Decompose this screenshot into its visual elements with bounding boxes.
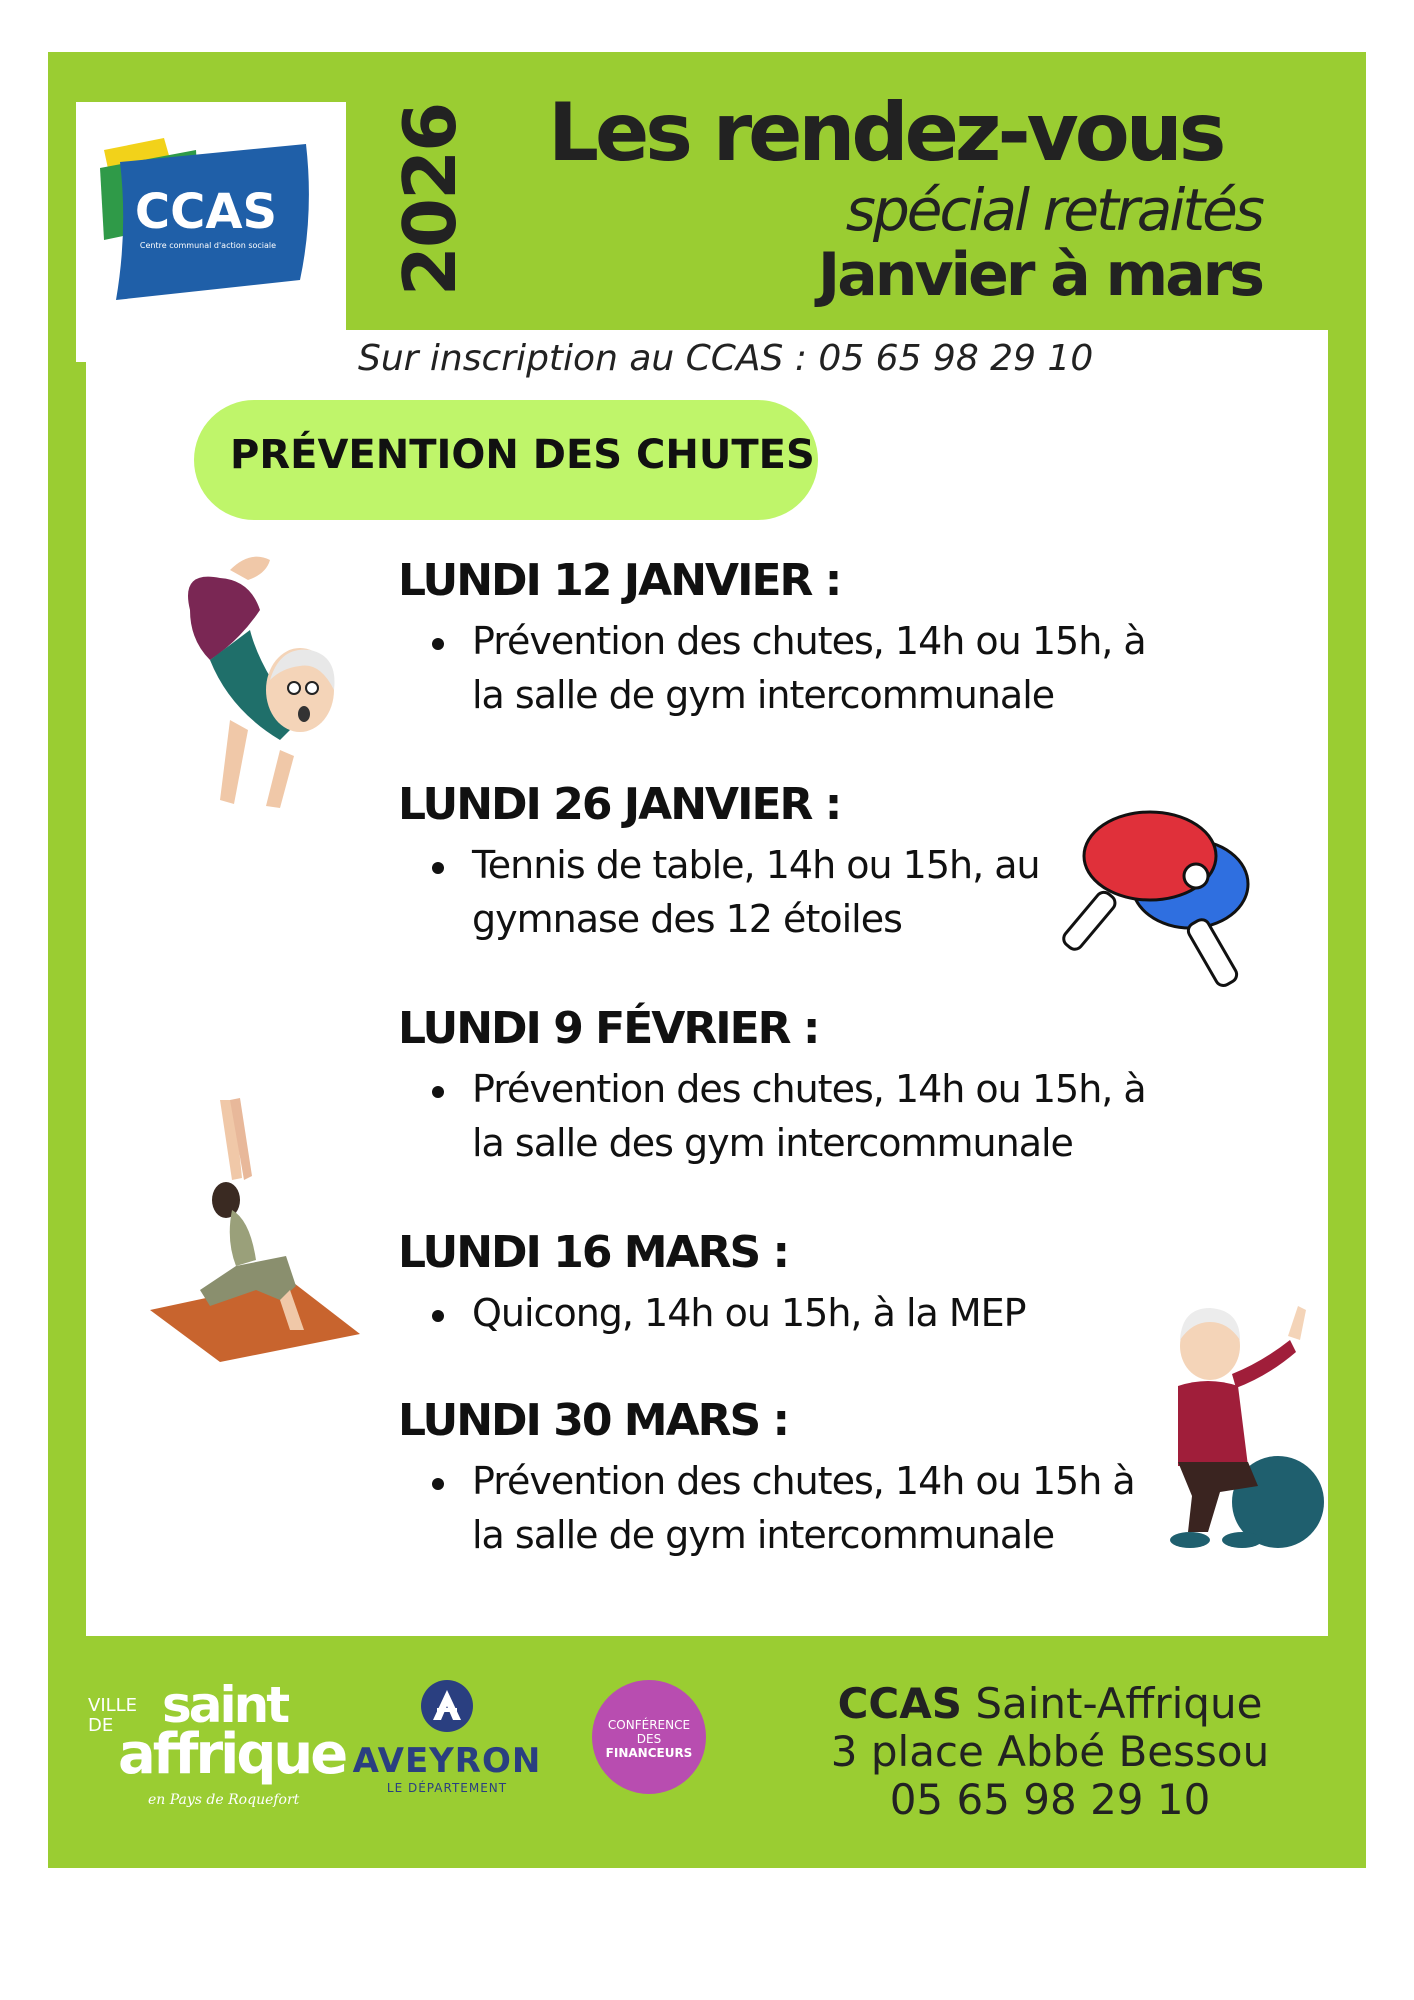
event-item (398, 780, 1040, 946)
conference-line1: CONFÉRENCE (607, 1718, 691, 1732)
section-title: PRÉVENTION DES CHUTES (230, 432, 815, 478)
year-label-container (370, 80, 490, 320)
event-item (398, 1004, 1146, 1170)
ccas-logo-subtext: Centre communal d'action sociale (139, 241, 277, 250)
ccas-contact (780, 1680, 1320, 1824)
event-item (398, 1396, 1135, 1562)
poster-title: Les rendez-vous (548, 86, 1223, 179)
event-date: LUNDI 30 MARS : (398, 1395, 789, 1446)
saint-affrique-tagline: en Pays de Roquefort (148, 1792, 300, 1808)
event-date: LUNDI 12 JANVIER : (398, 555, 841, 606)
event-item (398, 1228, 1026, 1340)
elderly-woman-ball-illustration (1148, 1296, 1338, 1556)
aveyron-name: AVEYRON (352, 1741, 542, 1781)
inscription-note: Sur inscription au CCAS : 05 65 98 29 10 (358, 338, 1094, 379)
poster-period: Janvier à mars (817, 240, 1262, 310)
ccas-contact-name (780, 1680, 1320, 1728)
event-description: Quicong, 14h ou 15h, à la MEP (472, 1286, 1026, 1340)
event-date: LUNDI 16 MARS : (398, 1227, 789, 1278)
event-description: Prévention des chutes, 14h ou 15h à la salle de gym intercommunale (472, 1454, 1135, 1562)
saint-affrique-saint: saint (162, 1676, 288, 1734)
ccas-logo (76, 102, 346, 362)
ccas-contact-phone: 05 65 98 29 10 (889, 1775, 1211, 1824)
saint-affrique-logo (88, 1676, 346, 1816)
poster-subtitle: spécial retraités (845, 176, 1262, 244)
event-item (398, 556, 1146, 722)
elderly-stretch-illustration (170, 550, 350, 830)
ccas-logo-text: CCAS (134, 184, 278, 240)
section-pill (194, 400, 818, 520)
event-description: Prévention des chutes, 14h ou 15h, à la salle des gym intercommunale (472, 1062, 1146, 1170)
ccas-contact-name-rest: Saint-Affrique (961, 1679, 1263, 1728)
event-description: Prévention des chutes, 14h ou 15h, à la salle de gym intercommunale (472, 614, 1146, 722)
ccas-contact-name-bold: CCAS (837, 1679, 962, 1728)
event-description: Tennis de table, 14h ou 15h, au gymnase des 12 étoiles (472, 838, 1040, 946)
conference-line3: FINANCEURS (605, 1746, 693, 1760)
ping-pong-paddles-illustration (1060, 800, 1270, 990)
aveyron-logo (352, 1676, 542, 1795)
aveyron-sub: LE DÉPARTEMENT (386, 1781, 508, 1795)
aveyron-emblem-icon (417, 1676, 477, 1736)
year-label: 2026 (388, 103, 472, 297)
ccas-contact-address: 3 place Abbé Bessou (830, 1727, 1270, 1776)
yoga-woman-illustration (140, 1090, 370, 1380)
saint-affrique-affrique: affrique (118, 1722, 346, 1787)
saint-affrique-ville: VILLE DE (88, 1695, 138, 1736)
event-date: LUNDI 26 JANVIER : (398, 779, 841, 830)
conference-line2: DES (636, 1732, 662, 1746)
conference-financeurs-logo (592, 1680, 706, 1794)
event-date: LUNDI 9 FÉVRIER : (398, 1003, 819, 1054)
